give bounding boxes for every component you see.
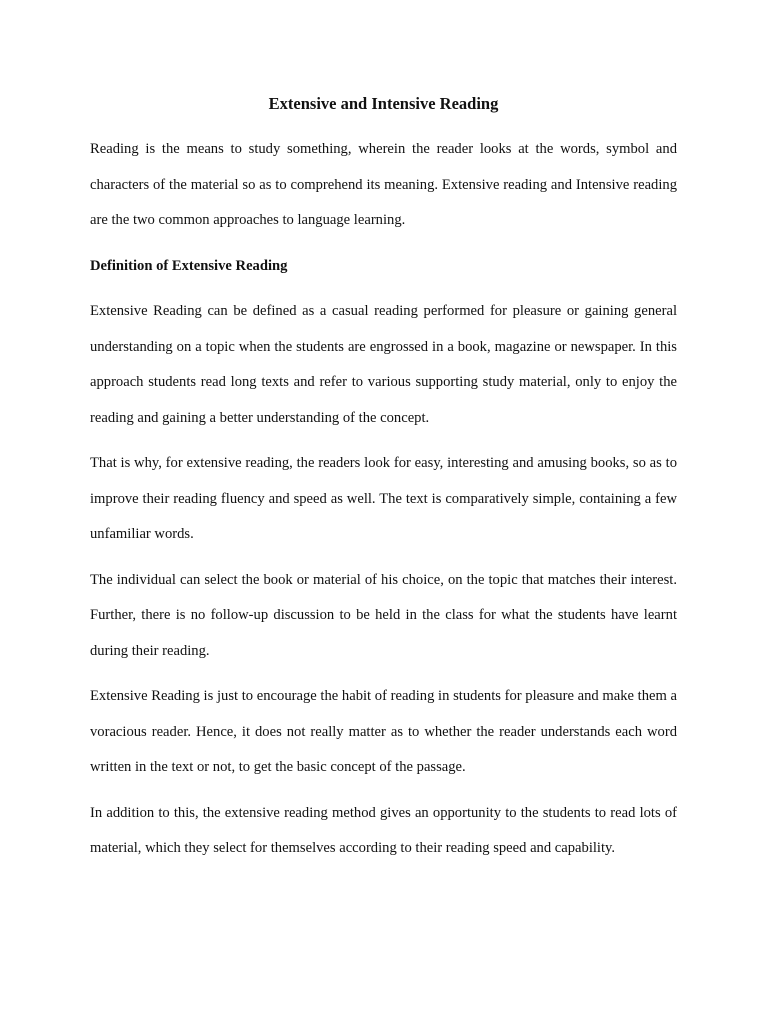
intro-paragraph: Reading is the means to study something, wherein the reader looks at the words, symbol and characters of the material so as to comprehend its meaning. Extensive reading and Intensive reading are the two common approaches to language learning. — [90, 141, 677, 228]
document-page — [90, 92, 677, 877]
section-heading: Definition of Extensive Reading — [90, 257, 288, 274]
body-paragraph: Extensive Reading can be defined as a casual reading performed for pleasure or gaining general understanding on a topic when the students are engrossed in a book, magazine or newspaper. In this approach students read long texts and refer to various supporting study material, only to enjoy the reading and gaining a better understanding of the concept. — [90, 303, 677, 426]
body-paragraph: That is why, for extensive reading, the readers look for easy, interesting and amusing books, so as to improve their reading fluency and speed as well. The text is comparatively simple, containing a few unfamiliar words. — [90, 455, 677, 542]
body-paragraph: In addition to this, the extensive reading method gives an opportunity to the students to read lots of material, which they select for themselves according to their reading speed and capability. — [90, 804, 677, 856]
body-paragraph: Extensive Reading is just to encourage the habit of reading in students for pleasure and make them a voracious reader. Hence, it does not really matter as to whether the reader understands each word written in the text or not, to get the basic concept of the passage. — [90, 688, 677, 775]
document-title: Extensive and Intensive Reading — [268, 94, 499, 113]
body-paragraph: The individual can select the book or material of his choice, on the topic that matches their interest. Further, there is no follow-up discussion to be held in the class for what the students have learnt during their reading. — [90, 571, 677, 659]
